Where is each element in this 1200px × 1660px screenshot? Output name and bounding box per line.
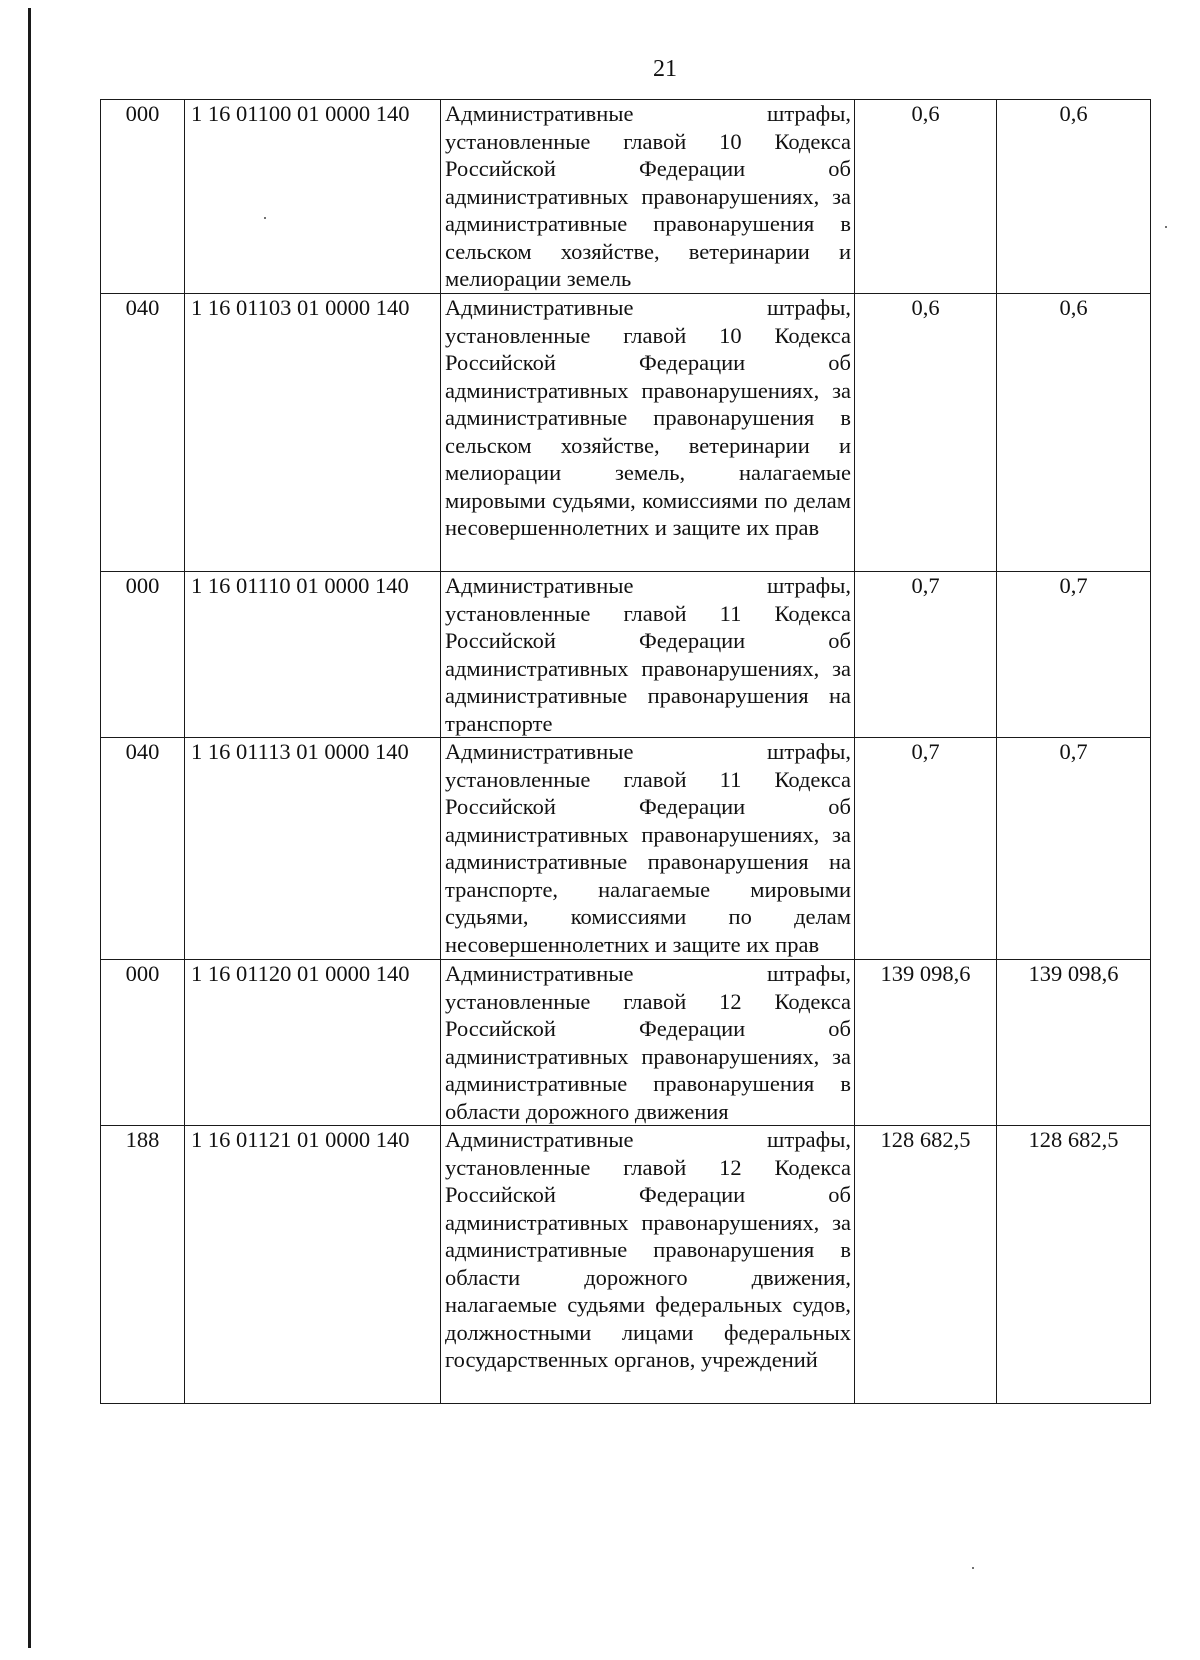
admin-code-cell: 040 <box>101 738 185 960</box>
binding-edge-line <box>28 8 31 1648</box>
table-row <box>101 572 1151 738</box>
admin-code-cell: 000 <box>101 572 185 738</box>
amount-cell-2: 128 682,5 <box>997 1126 1151 1404</box>
amount-cell-1: 0,7 <box>855 572 997 738</box>
admin-code-cell: 000 <box>101 100 185 294</box>
amount-cell-1: 0,6 <box>855 294 997 572</box>
amount-cell-1: 128 682,5 <box>855 1126 997 1404</box>
scan-speck <box>972 1567 974 1569</box>
revenue-name-cell: Административные штрафы, установленные главой 11 Кодекса Российской Федерации об административных правонарушениях, за административные правонарушения на транспорте, налагаемые мировыми судьями, комиссиями по делам несовершеннолетних и защите их прав <box>441 738 855 960</box>
revenue-name-cell: Административные штрафы, установленные главой 12 Кодекса Российской Федерации об административных правонарушениях, за административные правонарушения в области дорожного движения, налагаемые судьями федеральных судов, должностными лицами федеральных государственных органов, учреждений <box>441 1126 855 1404</box>
amount-cell-2: 0,6 <box>997 294 1151 572</box>
amount-cell-2: 0,7 <box>997 738 1151 960</box>
amount-cell-1: 0,7 <box>855 738 997 960</box>
amount-cell-2: 0,7 <box>997 572 1151 738</box>
table-row <box>101 294 1151 572</box>
scan-speck <box>1165 226 1167 228</box>
revenue-name-cell: Административные штрафы, установленные главой 12 Кодекса Российской Федерации об административных правонарушениях, за административные правонарушения в области дорожного движения <box>441 960 855 1126</box>
table-row <box>101 960 1151 1126</box>
revenue-name-cell: Административные штрафы, установленные главой 10 Кодекса Российской Федерации об административных правонарушениях, за административные правонарушения в сельском хозяйстве, ветеринарии и мелиорации земель, налагаемые мировыми судьями, комиссиями по делам несовершеннолетних и защите их прав <box>441 294 855 572</box>
scan-speck <box>264 217 266 219</box>
table-row <box>101 1126 1151 1404</box>
classification-code-cell: 1 16 01121 01 0000 140 <box>185 1126 441 1404</box>
revenue-name-cell: Административные штрафы, установленные главой 10 Кодекса Российской Федерации об административных правонарушениях, за административные правонарушения в сельском хозяйстве, ветеринарии и мелиорации земель <box>441 100 855 294</box>
revenue-name-cell: Административные штрафы, установленные главой 11 Кодекса Российской Федерации об административных правонарушениях, за административные правонарушения на транспорте <box>441 572 855 738</box>
admin-code-cell: 188 <box>101 1126 185 1404</box>
classification-code-cell: 1 16 01110 01 0000 140 <box>185 572 441 738</box>
amount-cell-1: 0,6 <box>855 100 997 294</box>
page-number: 21 <box>653 56 677 82</box>
amount-cell-1: 139 098,6 <box>855 960 997 1126</box>
classification-code-cell: 1 16 01100 01 0000 140 <box>185 100 441 294</box>
admin-code-cell: 040 <box>101 294 185 572</box>
amount-cell-2: 139 098,6 <box>997 960 1151 1126</box>
fines-table <box>100 99 1151 1404</box>
table-row <box>101 100 1151 294</box>
table-row <box>101 738 1151 960</box>
admin-code-cell: 000 <box>101 960 185 1126</box>
classification-code-cell: 1 16 01120 01 0000 140 <box>185 960 441 1126</box>
classification-code-cell: 1 16 01113 01 0000 140 <box>185 738 441 960</box>
amount-cell-2: 0,6 <box>997 100 1151 294</box>
classification-code-cell: 1 16 01103 01 0000 140 <box>185 294 441 572</box>
